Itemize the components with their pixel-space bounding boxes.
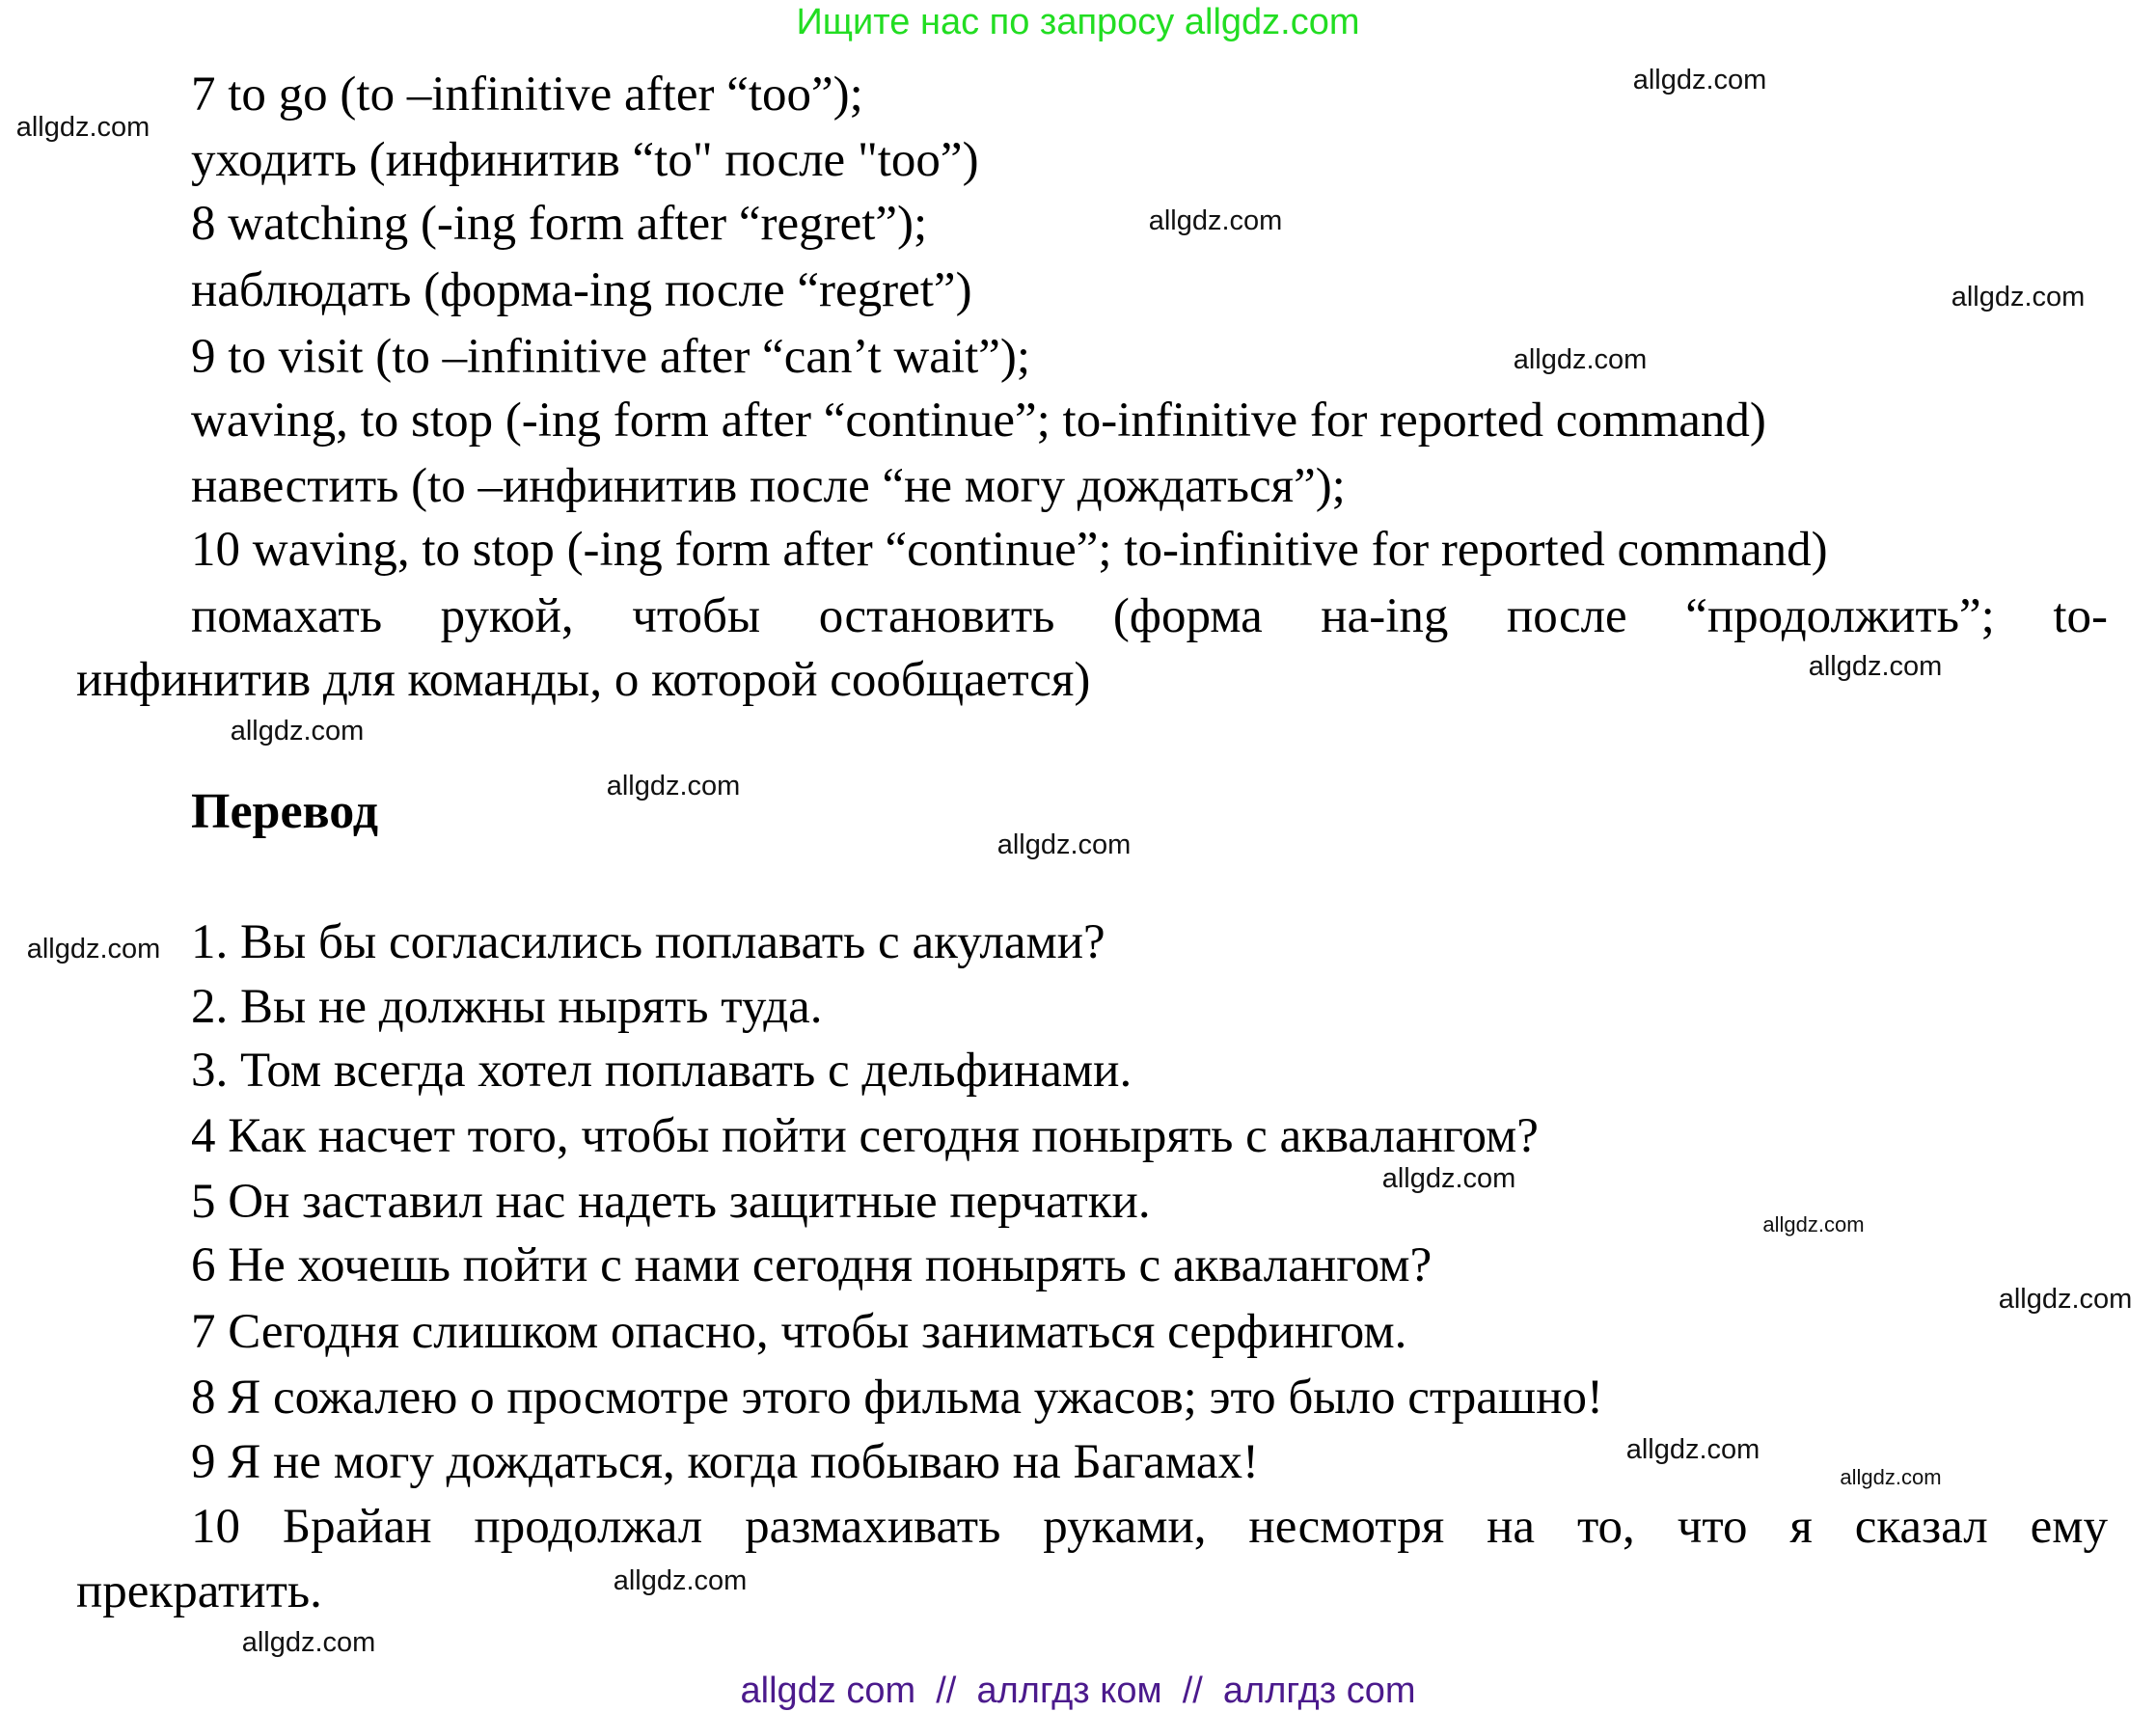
answer-line: 7 to go (to –infinitive after “too”); <box>191 68 863 122</box>
watermark: allgdz.com <box>241 1627 376 1658</box>
watermark: allgdz.com <box>1625 1434 1760 1465</box>
answer-line: 10 waving, to stop (-ing form after “continue”; to-infinitive for reported command) <box>191 523 1828 577</box>
translation-line: 9 Я не могу дождаться, когда побываю на Багамах! <box>191 1435 1259 1489</box>
translation-line: 5 Он заставил нас надеть защитные перчатки. <box>191 1175 1151 1229</box>
answer-line: уходить (инфинитив “to" после "too”) <box>191 133 979 187</box>
watermark: allgdz.com <box>1381 1163 1516 1194</box>
watermark: allgdz.com <box>613 1565 748 1596</box>
watermark: allgdz.com <box>15 112 150 143</box>
answer-line: 9 to visit (to –infinitive after “can’t wait”); <box>191 330 1031 384</box>
translation-heading: Перевод <box>191 784 379 839</box>
translation-line: 2. Вы не должны нырять туда. <box>191 980 823 1034</box>
translation-line: прекратить. <box>76 1564 322 1618</box>
translation-line: 4 Как насчет того, чтобы пойти сегодня понырять с аквалангом? <box>191 1109 1539 1163</box>
answer-line: 8 watching (-ing form after “regret”); <box>191 197 928 251</box>
watermark: allgdz.com <box>1513 344 1648 375</box>
watermark: allgdz.com <box>26 934 161 965</box>
watermark: allgdz.com <box>1808 651 1943 682</box>
answer-line: инфинитив для команды, о которой сообщается) <box>76 653 1091 707</box>
watermark: allgdz.com <box>1840 1465 1942 1489</box>
watermark: allgdz.com <box>606 771 741 802</box>
translation-line: 1. Вы бы согласились поплавать с акулами? <box>191 915 1105 969</box>
answer-line: помахать рукой, чтобы остановить (форма на-ing после “продолжить”; to- <box>191 589 2108 643</box>
watermark: allgdz.com <box>1998 1284 2133 1315</box>
footer-links: allgdz com // аллгдз ком // аллгдз com <box>740 1671 1416 1711</box>
answer-line: навестить (to –инфинитив после “не могу дождаться”); <box>191 459 1346 513</box>
search-prompt-banner: Ищите нас по запросу allgdz.com <box>796 2 1360 42</box>
watermark: allgdz.com <box>996 829 1132 860</box>
watermark: allgdz.com <box>1632 65 1767 95</box>
translation-line: 8 Я сожалею о просмотре этого фильма ужасов; это было страшно! <box>191 1371 1603 1425</box>
translation-line: 7 Сегодня слишком опасно, чтобы заниматься серфингом. <box>191 1305 1407 1359</box>
answer-line: waving, to stop (-ing form after “continue”; to-infinitive for reported command) <box>191 394 1766 448</box>
translation-line: 10 Брайан продолжал размахивать руками, несмотря на то, что я сказал ему <box>191 1500 2108 1554</box>
translation-line: 6 Не хочешь пойти с нами сегодня понырять с аквалангом? <box>191 1238 1433 1292</box>
watermark: allgdz.com <box>1762 1212 1865 1236</box>
answer-line: наблюдать (форма-ing после “regret”) <box>191 263 972 317</box>
translation-line: 3. Том всегда хотел поплавать с дельфинами. <box>191 1044 1133 1098</box>
watermark: allgdz.com <box>230 716 365 747</box>
watermark: allgdz.com <box>1951 282 2086 313</box>
watermark: allgdz.com <box>1148 205 1283 236</box>
